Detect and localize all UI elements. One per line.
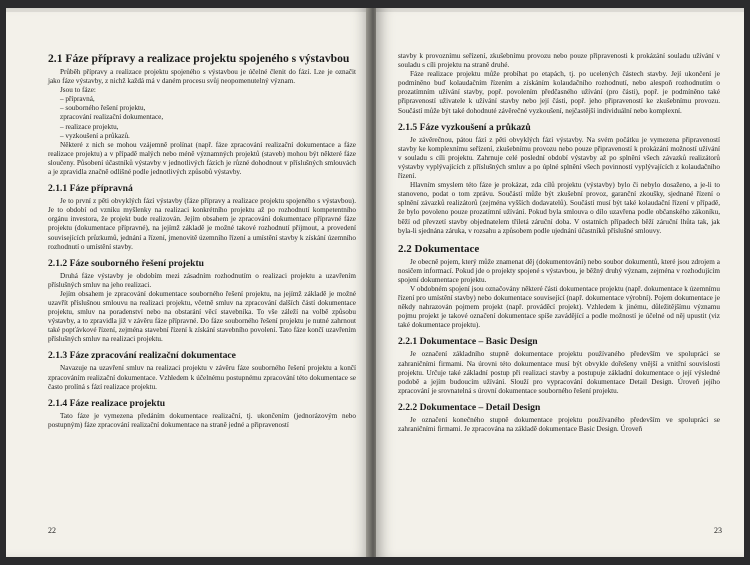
page-number: 23 (714, 526, 722, 535)
paragraph: Je označení základního stupně dokumentace projektu používaného především ve spolupráci se zahraničními firmami. Na úrovni této dokumentace musí být obvykle dořešeny vnější a vnitřní souvislosti projektu. Určuje také základní postup při realizaci stavby a postupuje základní dokumentace o její výsledné podobě a jejím budoucím užívání. Slouží pro vypracování dokumentace Detail Design. Úroveň jejího zpracování je srovnatelná s úrovní dokumentace souborného řešení projektu. (398, 350, 720, 395)
list-item: – realizace projektu, (60, 122, 119, 131)
section-heading: 2.1.4 Fáze realizace projektu (48, 397, 166, 409)
paragraph: Je to první z pěti obvyklých fází výstavby (fáze přípravy a realizace projektu spojeného s výstavbou). Je to období od vzniku myšlenky na realizaci konkrétního projektu až po rozhodnutí kompetentního orgánu investora, že projekt bude realizován. Jejím obsahem je zpracování dokumentace přípravné fáze projektu (dokumentace přípravné), na jejímž základě je možné takové rozhodnutí přijmout, a provedení souvisejících průzkumů, jednání a řízení, jmenovitě územního řízení a umístění stavby k získání územního rozhodnutí o umístění stavby. (48, 197, 356, 251)
open-book (6, 8, 744, 557)
list-item: – souborného řešení projektu, (60, 104, 146, 113)
paragraph: Hlavním smyslem této fáze je prokázat, zda cílů projektu (výstavby) bylo či nebylo dosaženo, a je-li to stanoveno, podat o tom zprávu. Součástí může být zkušební provoz, garanční zkoušky, sjednané řízení o splnění závazků realizátorů (zejména vyšších dodavatelů). Součástí musí být také kolaudační řízení v případě, že bylo povoleno pouze prozatímní užívání. Pokud byla smlouva o dílo uzavřena podle občanského zákoníku, běží od převzetí stavby objednatelem třiletá záruční doba. V ostatních případech běží záruční lhůta tak, jak byla-li sjednána záruka, v rozsahu a způsobem podle ujednání účastníků příslušné smlouvy. (398, 181, 720, 235)
list-item: – přípravná, (60, 95, 95, 104)
chapter-heading: 2.2 Dokumentace (398, 242, 480, 255)
section-heading: 2.2.2 Dokumentace – Detail Design (398, 401, 541, 413)
paragraph: stavby k provoznímu seřízení, zkušebnímu provozu nebo pouze připravenosti k prokázání souladu užívání v souladu s cíli projektu na straně druhé. (398, 52, 720, 70)
section-heading: 2.1.3 Fáze zpracování realizační dokumentace (48, 350, 236, 362)
section-heading: 2.1.1 Fáze přípravná (48, 183, 133, 195)
section-heading: 2.2.1 Dokumentace – Basic Design (398, 336, 538, 348)
list-item: zpracování realizační dokumentace, (60, 113, 164, 122)
section-heading: 2.1.5 Fáze vyzkoušení a průkazů (398, 121, 531, 133)
right-page-content (398, 52, 720, 434)
chapter-heading: 2.1 Fáze přípravy a realizace projektu spojeného s výstavbou (48, 52, 350, 65)
paragraph: Druhá fáze výstavby je obdobím mezi zásadním rozhodnutím o realizaci projektu a uzavřením příslušných smluv na jeho realizaci. (48, 271, 356, 289)
list-intro: Jsou to fáze: (60, 86, 96, 95)
list-item: – vyzkoušení a průkazů. (60, 131, 130, 140)
page-shadow (376, 8, 744, 12)
page-number: 22 (48, 526, 56, 535)
paragraph: V obdobném spojení jsou označovány některé části dokumentace projektu (např. dokumentace k územnímu řízení pro umístění stavby) nebo dokumentace související (např. dokumentace výrobní). Pojem dokumentace je někdy nahrazován pojmem projekt (např. prováděcí projekt). Vzhledem k jinému, důležitějšímu významu pojmu projekt je takové označení dokumentace spíše zavádějící a podle možností je účelné od něj upustit (viz také dokumentace projektu). (398, 284, 720, 330)
paragraph: Některé z nich se mohou vzájemně prolínat (např. fáze zpracování realizační dokumentace a fáze realizace projektu) a v případě malých nebo méně významných projektů (staveb) mohou být některé fáze sloučeny. Působení účastníků výstavby v jednotlivých fázích je různé dohodnout v příslušných smlouvách a je zpravidla značně odlišné podle jednotlivých způsobů výstavby. (48, 140, 356, 177)
intro-paragraph: Průběh přípravy a realizace projektu spojeného s výstavbou je účelné členit do fází. Lze je označit jako fáze výstavby, z nichž každá má v daném procesu svůj neopomenutelný význam. (48, 68, 356, 86)
paragraph: Je obecně pojem, který může znamenat děj (dokumentování) nebo soubor dokumentů, které jsou zdrojem a nosičem informací. Pokud jde o projekty spojené s výstavbou, je běžný druhý význam, zejména v rozhodujícím spojení dokumentace projektu. (398, 257, 720, 284)
phase-list (48, 95, 356, 140)
left-page (6, 8, 370, 557)
paragraph: Je závěrečnou, pátou fází z pěti obvyklých fází výstavby. Na svém počátku je vymezena připraveností stavby ke komplexnímu seřízení, zkušebnímu provozu nebo pouze připraveností k prokázání možností užívání v souladu s cíli projektu. Zahrnuje celé poslední období výstavby až po splnění všech závazků realizátorů výstavby vyplývajících z příslušných smluv a po úplné splnění všech povinností vyplývajících z kolaudačního řízení. (398, 135, 720, 181)
left-page-content (48, 52, 356, 430)
section-heading: 2.1.2 Fáze souborného řešení projektu (48, 257, 204, 269)
paragraph: Tato fáze je vymezena předáním dokumentace realizační, tj. ukončením (jednorázovým nebo postupným) fáze zpracování realizační dokumentace na straně jedné a připraveností (48, 411, 356, 429)
paragraph: Jejím obsahem je zpracování dokumentace souborného řešení projektu, na jejímž základě je možné uzavřít příslušnou smlouvu na realizaci projektu, včetně smluv na zpracování dalších částí dokumentace projektu, smluv na poradenství nebo na obstarání věcí stavebníka. To vše záleží na volbě způsobu výstavby, a to zpravidla již v závěru fáze přípravné. Do fáze souborného řešení projektu je nutné zahrnout také popťávkové řízení, zejména stavební řízení k získání stavebního povolení. Tato fáze končí uzavřením příslušných smluv na realizaci projektu. (48, 289, 356, 344)
paragraph: Fáze realizace projektu může probíhat po etapách, tj. po ucelených částech stavby. Její ukončení je podmíněno buď kolaudačním řízením a získáním kolaudačního rozhodnutí, nebo alespoň rozhodnutím o prozatímním užívání stavby, popř. povolením předčasného užívání (pro části), popř. je podmíněno také připraveností uživatele k užívání stavby nebo její části, popř. jeho připraveností ke zkušebnímu provozu. Součástí může být také dohodnuté závěrečné vyzkoušení, nejčastější individuální nebo komplexní. (398, 70, 720, 115)
right-page (376, 8, 744, 557)
paragraph: Navazuje na uzavření smluv na realizaci projektu v závěru fáze souborného řešení projektu a končí zpracováním realizační dokumentace. Vzhledem k účelnému postupnému zpracování této dokumentace se často prolíná s fází realizace projektu. (48, 364, 356, 391)
paragraph: Je označení konečného stupně dokumentace projektu používaného především ve spolupráci se zahraničními firmami. Je zpracována na základě dokumentace Basic Design. Úroveň (398, 415, 720, 433)
page-shadow (6, 8, 370, 12)
